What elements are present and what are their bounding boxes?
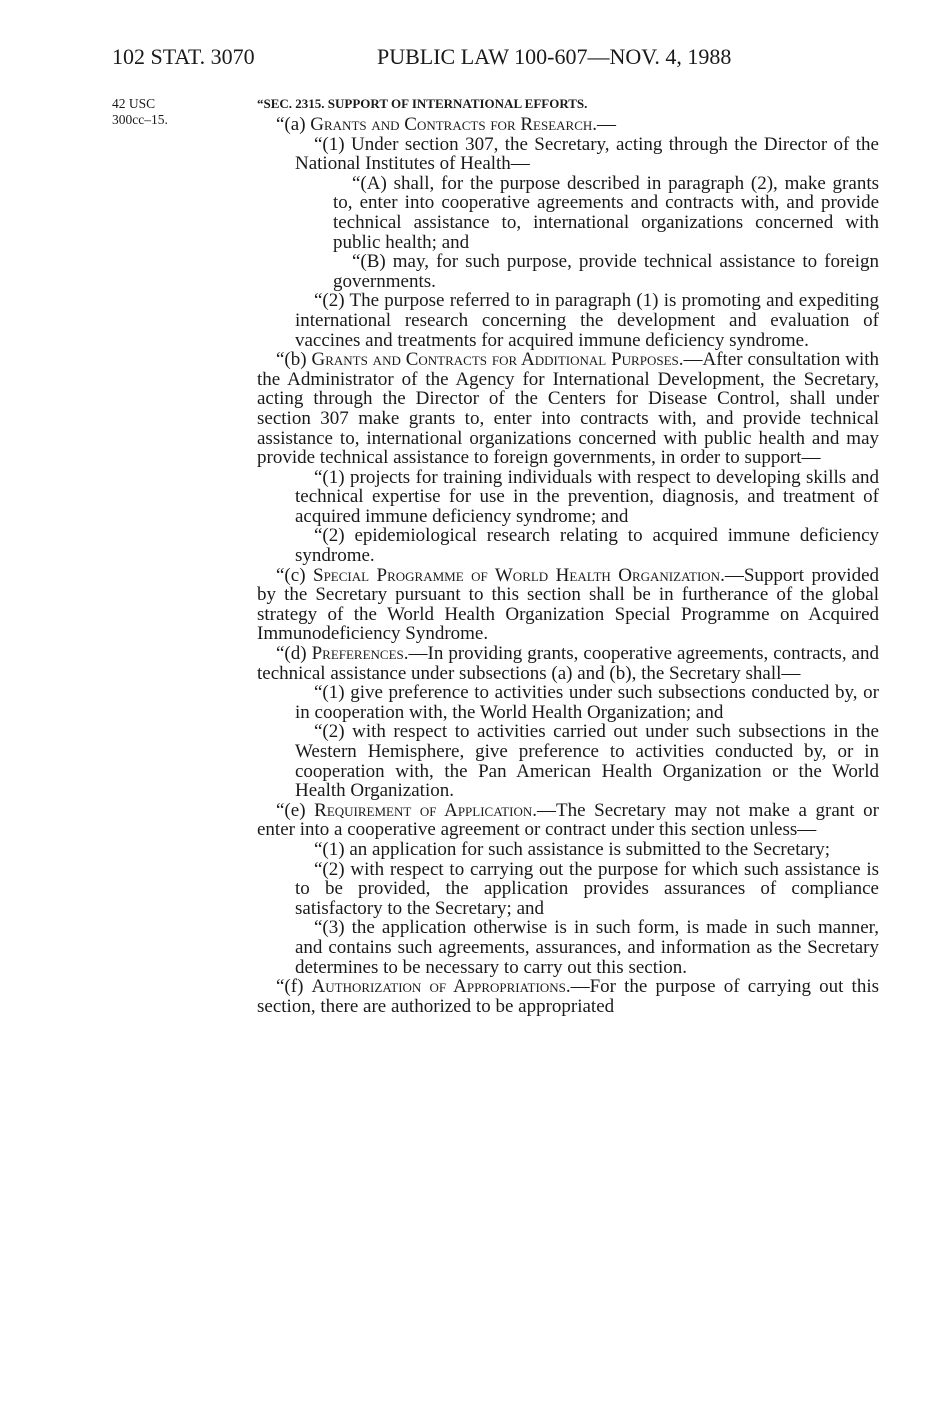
- subsection-e: “(e) Requirement of Application.—The Secretary may not make a grant or enter into a cooperative agreement or contract under this section unless—: [257, 799, 879, 841]
- paragraph-e2: “(2) with respect to carrying out the purpose for which such assistance is to be provided, the application provides assurances of compliance satisfactory to the Secretary; and: [295, 858, 879, 919]
- paragraph-b1: “(1) projects for training individuals with respect to developing skills and technical expertise for use in the prevention, diagnosis, and treatment of acquired immune deficiency syndrome; and: [295, 466, 879, 527]
- subsection-c: “(c) Special Programme of World Health Organization.—Support provided by the Secretary pursuant to this section shall be in furtherance of the global strategy of the World Health Organization Special Programme on Acquired Immunodeficiency Syndrome.: [257, 564, 880, 645]
- paragraph-e3: “(3) the application otherwise is in such form, is made in such manner, and contains such agreements, assurances, and information as the Secretary determines to be necessary to carry out this section.: [295, 917, 879, 978]
- paragraph-d1: “(1) give preference to activities under such subsections conducted by, or in cooperation with, the World Health Organization; and: [295, 682, 879, 723]
- public-law-citation: PUBLIC LAW 100-607—NOV. 4, 1988: [377, 44, 732, 69]
- subparagraph-a1B: “(B) may, for such purpose, provide technical assistance to foreign governments.: [333, 251, 879, 292]
- usc-margin-note: [112, 96, 202, 128]
- paragraph-e1: “(1) an application for such assistance is submitted to the Secretary;: [314, 838, 831, 860]
- subsection-e-title: Requirement of Application.: [314, 799, 537, 821]
- subsection-f: “(f) Authorization of Appropriations.—For the purpose of carrying out this section, there are authorized to be appropriated: [257, 976, 879, 1017]
- subsection-d: “(d) Preferences.—In providing grants, cooperative agreements, contracts, and technical assistance under subsections (a) and (b), the Secretary shall—: [257, 643, 879, 684]
- subsection-c-title: Special Programme of World Health Organization.: [313, 564, 725, 586]
- subsection-b: “(b) Grants and Contracts for Additional Purposes.—After consultation with the Administrator of the Agency for International Development, the Secretary, acting through the Director of the Centers for Disease Control, shall under section 307 make grants to, enter into contracts with, and provide technical assistance to, international organizations concerned with public health and may provide technical assistance to foreign governments, in order to support—: [257, 349, 879, 469]
- subparagraph-a1A: “(A) shall, for the purpose described in paragraph (2), make grants to, enter into cooperative agreements and contracts with, and provide technical assistance to, international organizations concerned with public health; and: [333, 172, 879, 253]
- paragraph-a1: “(1) Under section 307, the Secretary, acting through the Director of the National Institutes of Health—: [295, 133, 879, 175]
- stat-page-number: 102 STAT. 3070: [112, 44, 255, 69]
- paragraph-d2: “(2) with respect to activities carried out under such subsections in the Western Hemisphere, give preference to activities conducted by, or in cooperation with, the Pan American Health Organization or the World Health Organization.: [295, 721, 879, 802]
- usc-title: 42 USC: [112, 96, 156, 111]
- subsection-a-heading: “(a) Grants and Contracts for Research.—: [276, 114, 617, 135]
- usc-section: 300cc–15.: [112, 112, 168, 127]
- subsection-a-title: Grants and Contracts for Research.: [310, 114, 598, 135]
- subsection-f-title: Authorization of Appropriations.: [311, 976, 571, 998]
- paragraph-b2: “(2) epidemiological research relating to acquired immune deficiency syndrome.: [295, 525, 879, 567]
- section-title: “SEC. 2315. SUPPORT OF INTERNATIONAL EFFORTS.: [257, 96, 588, 111]
- subsection-b-title: Grants and Contracts for Additional Purposes.: [311, 349, 684, 371]
- subsection-d-title: Preferences.: [311, 643, 409, 665]
- statute-body: [257, 96, 879, 1016]
- paragraph-a2: “(2) The purpose referred to in paragraph (1) is promoting and expediting international research concerning the development and evaluation of vaccines and treatments for acquired immune deficiency syndrome.: [295, 290, 879, 351]
